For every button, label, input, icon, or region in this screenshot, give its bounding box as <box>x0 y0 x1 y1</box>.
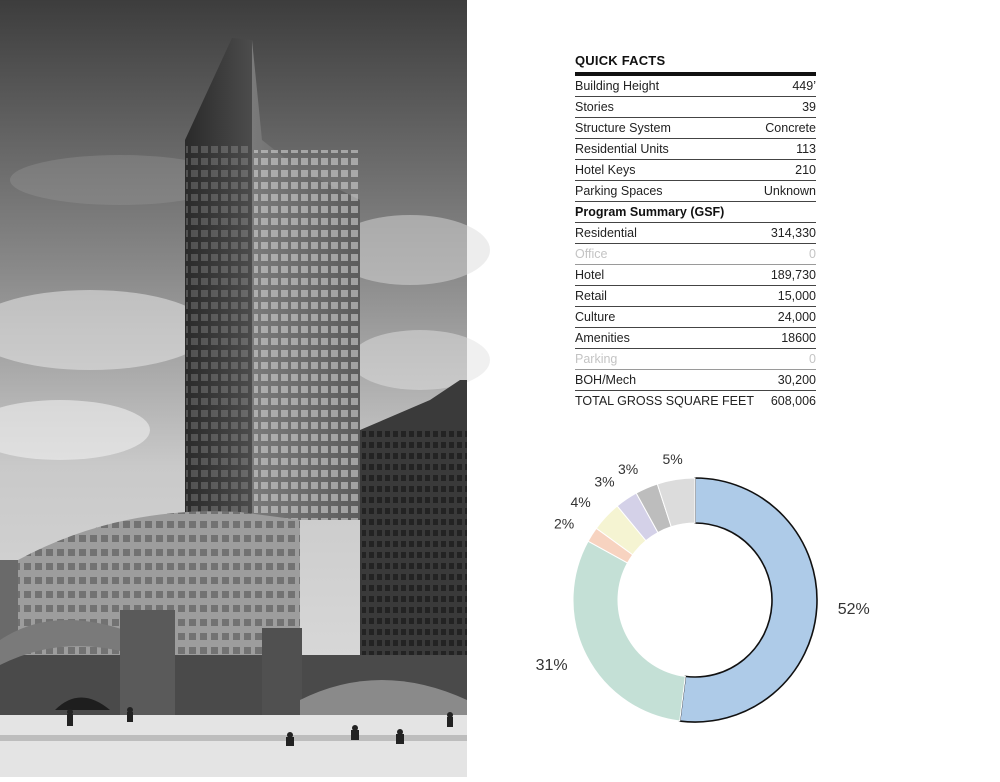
fact-label: Hotel Keys <box>575 163 636 177</box>
program-value: 0 <box>809 247 816 261</box>
fact-row <box>575 160 816 181</box>
program-value: 24,000 <box>777 310 816 324</box>
program-row <box>575 307 816 328</box>
fact-value: 210 <box>795 163 816 177</box>
total-row <box>575 391 816 411</box>
fact-value: 449’ <box>792 79 816 93</box>
fact-value: 39 <box>802 100 816 114</box>
donut-slice-label: 3% <box>594 473 615 490</box>
total-value: 608,006 <box>770 394 816 408</box>
fact-value: Concrete <box>765 121 816 135</box>
donut-slice-label: 5% <box>662 450 683 467</box>
donut-slice-label: 3% <box>617 460 639 477</box>
program-donut-chart <box>535 440 880 740</box>
program-label: Hotel <box>575 268 605 282</box>
program-value: 0 <box>809 352 816 366</box>
program-label: Culture <box>575 310 616 324</box>
fact-label: Structure System <box>575 121 671 135</box>
fact-label: Parking Spaces <box>575 184 663 198</box>
fact-row <box>575 97 816 118</box>
fact-label: Stories <box>575 100 614 114</box>
building-photo <box>0 0 467 777</box>
program-row <box>575 328 816 349</box>
fact-label: Residential Units <box>575 142 669 156</box>
program-row <box>575 349 816 370</box>
donut-slice-label: 31% <box>535 656 568 674</box>
donut-slice <box>680 478 817 722</box>
program-label: Office <box>575 247 608 261</box>
program-row <box>575 286 816 307</box>
program-value: 314,330 <box>770 226 816 240</box>
total-label: TOTAL GROSS SQUARE FEET <box>575 394 754 408</box>
donut-slice <box>573 541 685 721</box>
program-label: Residential <box>575 226 637 240</box>
fact-row <box>575 181 816 202</box>
program-summary-title: Program Summary (GSF) <box>575 205 725 219</box>
program-row <box>575 265 816 286</box>
program-value: 15,000 <box>777 289 816 303</box>
donut-slice-label: 2% <box>554 515 575 532</box>
program-summary-heading <box>575 202 816 223</box>
program-label: BOH/Mech <box>575 373 637 387</box>
quick-facts-title: QUICK FACTS <box>575 52 816 76</box>
program-row <box>575 370 816 391</box>
fact-label: Building Height <box>575 79 660 93</box>
program-row <box>575 244 816 265</box>
fact-row <box>575 76 816 97</box>
fact-row <box>575 118 816 139</box>
program-label: Parking <box>575 352 618 366</box>
program-value: 189,730 <box>770 268 816 282</box>
fact-value: 113 <box>796 142 816 156</box>
program-value: 30,200 <box>777 373 816 387</box>
fact-row <box>575 139 816 160</box>
program-row <box>575 223 816 244</box>
program-label: Retail <box>575 289 607 303</box>
donut-slice-label: 4% <box>570 494 591 511</box>
program-value: 18600 <box>781 331 816 345</box>
program-label: Amenities <box>575 331 630 345</box>
donut-slice-label: 52% <box>837 600 870 618</box>
fact-value: Unknown <box>763 184 816 198</box>
quick-facts-table <box>575 52 816 411</box>
